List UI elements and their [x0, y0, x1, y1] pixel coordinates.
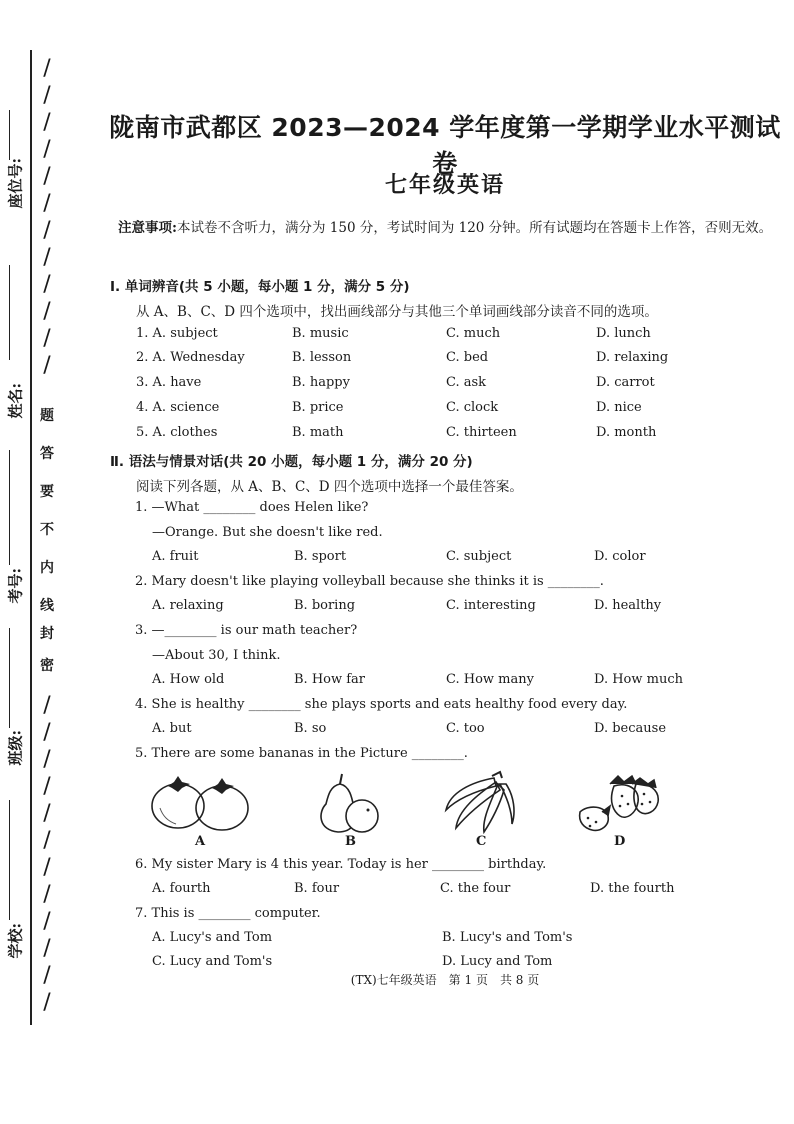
seal-char: 不 — [40, 522, 54, 538]
page-footer: (TX)七年级英语 第 1 页 共 8 页 — [350, 973, 540, 987]
option-c: C. the four — [440, 881, 511, 896]
pronunciation-item — [0, 425, 794, 447]
seal-char: 封 — [40, 626, 54, 642]
bananas-picture — [442, 770, 518, 834]
picture-label-b: B — [345, 834, 356, 849]
pronunciation-item — [0, 326, 794, 351]
option-c: C. interesting — [446, 598, 536, 613]
option-b: B. music — [292, 326, 349, 341]
question-1: 1. —What ________ does Helen like? — [135, 500, 369, 515]
question-1-reply: —Orange. But she doesn't like red. — [152, 525, 383, 540]
option-a: A. fourth — [152, 881, 211, 896]
binding-slash-mark: / — [43, 83, 51, 108]
option-b: B. sport — [294, 549, 347, 564]
section1-heading: Ⅰ. 单词辨音(共 5 小题，每小题 1 分，满分 5 分) — [110, 279, 410, 295]
option-c: C. ask — [446, 375, 487, 390]
binding-slash-mark: / — [43, 164, 51, 189]
question-3-options — [0, 672, 794, 694]
option-c: C. clock — [446, 400, 499, 415]
option-b: B. lesson — [292, 350, 352, 365]
option-c: C. thirteen — [446, 425, 517, 440]
question-4-options — [0, 721, 794, 743]
option-d: D. How much — [594, 672, 684, 687]
option-b: B. math — [292, 425, 344, 440]
option-b: B. four — [294, 881, 340, 896]
pear-orange-picture — [312, 770, 382, 834]
option-b: B. so — [294, 721, 327, 736]
pronunciation-item — [0, 400, 794, 422]
binding-slash-mark: / — [43, 801, 51, 826]
binding-slash-mark: / — [43, 110, 51, 135]
option-d: D. Lucy and Tom — [442, 954, 553, 969]
option-b: B. price — [292, 400, 344, 415]
name-label: 姓名: — [6, 382, 25, 419]
strawberries-picture — [574, 772, 664, 834]
question-1-options — [0, 549, 794, 571]
question-6-options — [0, 881, 794, 903]
seal-char: 密 — [40, 658, 54, 674]
option-a: 3. A. have — [136, 375, 202, 390]
question-6: 6. My sister Mary is 4 this year. Today is her ________ birthday. — [135, 857, 547, 872]
option-a: 5. A. clothes — [136, 425, 218, 440]
binding-slash-mark: / — [43, 191, 51, 216]
option-c: C. much — [446, 326, 501, 341]
exam-no-fill-line — [9, 450, 10, 565]
notice-text: 本试卷不含听力，满分为 150 分，考试时间为 120 分钟。所有试题均在答题卡上作答，否则无效。 — [176, 220, 773, 236]
section2-instruction: 阅读下列各题，从 A、B、C、D 四个选项中选择一个最佳答案。 — [136, 479, 523, 495]
notice — [118, 216, 788, 240]
question-2: 2. Mary doesn't like playing volleyball because she thinks it is ________. — [135, 574, 604, 589]
seal-char: 要 — [40, 484, 54, 500]
option-d: D. carrot — [596, 375, 655, 390]
binding-slash-mark: / — [43, 56, 51, 81]
option-d: D. the fourth — [590, 881, 675, 896]
picture-label-d: D — [614, 834, 626, 849]
pronunciation-item — [0, 375, 794, 397]
seat-fill-line — [9, 110, 10, 160]
option-c: C. too — [446, 721, 485, 736]
seal-char: 内 — [40, 560, 54, 576]
question-2-options — [0, 598, 794, 620]
option-c: C. How many — [446, 672, 534, 687]
question-4: 4. She is healthy ________ she plays sports and eats healthy food every day. — [135, 697, 628, 712]
option-b: B. Lucy's and Tom's — [442, 930, 573, 945]
section1-instruction: 从 A、B、C、D 四个选项中，找出画线部分与其他三个单词画线部分读音不同的选项。 — [136, 304, 658, 320]
option-a: A. Lucy's and Tom — [152, 930, 273, 945]
option-d: D. relaxing — [596, 350, 669, 365]
binding-slash-mark: / — [43, 855, 51, 880]
option-b: B. happy — [292, 375, 350, 390]
option-c: C. subject — [446, 549, 512, 564]
notice-label: 注意事项: — [118, 220, 177, 236]
option-a: 1. A. subject — [136, 326, 218, 341]
question-3-reply: —About 30, I think. — [152, 648, 281, 663]
binding-slash-mark: / — [43, 963, 51, 988]
binding-slash-mark: / — [43, 693, 51, 718]
option-d: D. healthy — [594, 598, 662, 613]
question-5: 5. There are some bananas in the Picture ________. — [135, 746, 468, 761]
seal-char: 题 — [40, 408, 54, 424]
option-c: C. Lucy and Tom's — [152, 954, 273, 969]
option-b: B. How far — [294, 672, 366, 687]
binding-slash-mark: / — [43, 326, 51, 351]
option-a: A. fruit — [152, 549, 199, 564]
option-d: D. lunch — [596, 326, 651, 341]
binding-slash-mark: / — [43, 218, 51, 243]
picture-label-c: C — [476, 834, 487, 849]
page-title: 陇南市武都区 2023—2024 学年度第一学期学业水平测试卷 — [109, 113, 781, 178]
seat-label: 座位号: — [6, 157, 25, 209]
school-label: 学校: — [6, 922, 25, 959]
pronunciation-item — [0, 350, 794, 372]
binding-slash-mark: / — [43, 720, 51, 745]
seal-char: 答 — [40, 446, 54, 462]
binding-slash-mark: / — [43, 353, 51, 378]
binding-slash-mark: / — [43, 299, 51, 324]
binding-slash-mark: / — [43, 882, 51, 907]
option-a: 4. A. science — [136, 400, 220, 415]
option-a: A. relaxing — [152, 598, 224, 613]
option-d: D. nice — [596, 400, 642, 415]
option-d: D. color — [594, 549, 646, 564]
binding-slash-mark: / — [43, 137, 51, 162]
option-c: C. bed — [446, 350, 489, 365]
option-a: A. How old — [152, 672, 225, 687]
seal-char: 线 — [40, 598, 54, 614]
picture-label-a: A — [195, 834, 206, 849]
option-d: D. because — [594, 721, 667, 736]
class-label: 班级: — [6, 729, 25, 766]
option-a: 2. A. Wednesday — [136, 350, 245, 365]
binding-slash-mark: / — [43, 774, 51, 799]
binding-slash-mark: / — [43, 936, 51, 961]
question-7-options-row1 — [0, 930, 794, 952]
page-subtitle: 七年级英语 — [384, 173, 505, 198]
option-d: D. month — [596, 425, 657, 440]
binding-slash-mark: / — [43, 245, 51, 270]
binding-line — [30, 50, 32, 1025]
binding-slash-mark: / — [43, 272, 51, 297]
question-7: 7. This is ________ computer. — [135, 906, 321, 921]
option-a: A. but — [152, 721, 192, 736]
binding-slash-mark: / — [43, 990, 51, 1015]
section2-heading: Ⅱ. 语法与情景对话(共 20 小题，每小题 1 分，满分 20 分) — [110, 454, 473, 470]
binding-slash-mark: / — [43, 828, 51, 853]
binding-slash-mark: / — [43, 909, 51, 934]
binding-slash-mark: / — [43, 747, 51, 772]
option-b: B. boring — [294, 598, 356, 613]
tomatoes-picture — [150, 770, 250, 832]
question-3: 3. —________ is our math teacher? — [135, 623, 358, 638]
exam-no-label: 考号: — [6, 567, 25, 604]
